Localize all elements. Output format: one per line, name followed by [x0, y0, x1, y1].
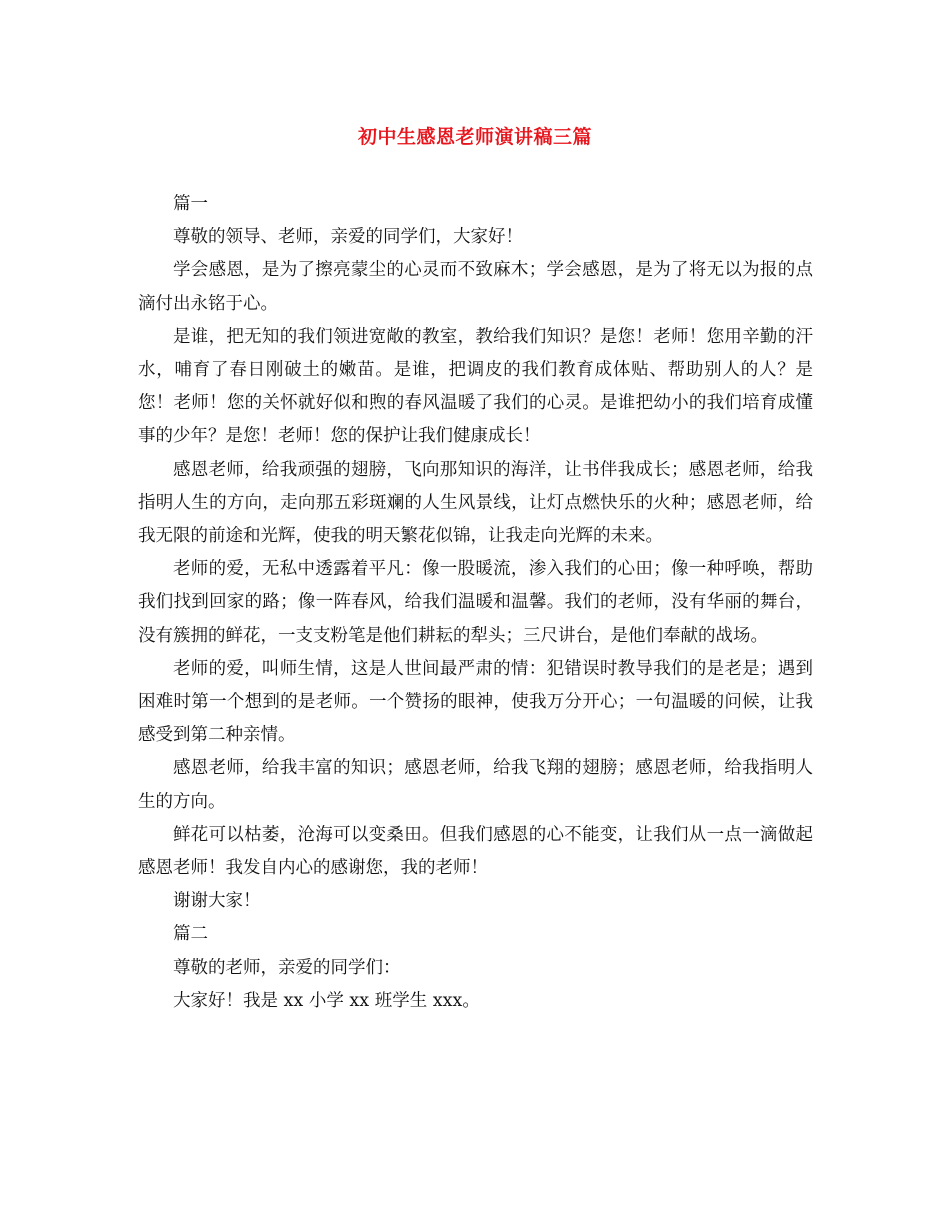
greeting-paragraph: 尊敬的老师，亲爱的同学们：: [173, 957, 401, 978]
body-paragraph: 老师的爱，叫师生情，这是人世间最严肃的情：犯错误时教导我们的是老是；遇到困难时第一个想到的是老师。一个赞扬的眼神，使我万分开心；一句温暖的问候，让我感受到第二种亲情。: [138, 658, 813, 746]
section-heading-1: 篇一: [173, 194, 208, 214]
body-paragraph: 老师的爱，无私中透露着平凡：像一股暖流，渗入我们的心田；像一种呼唤，帮助我们找到回家的路；像一阵春风，给我们温暖和温馨。我们的老师，没有华丽的舞台，没有簇拥的鲜花，一支支粉笔是他们耕耘的犁头；三尺讲台，是他们奉献的战场。: [138, 559, 813, 646]
body-paragraph: 学会感恩，是为了擦亮蒙尘的心灵而不致麻木；学会感恩，是为了将无以为报的点滴付出永铭于心。: [138, 260, 813, 314]
body-paragraph: 感恩老师，给我丰富的知识；感恩老师，给我飞翔的翅膀；感恩老师，给我指明人生的方向。: [138, 758, 813, 812]
greeting-paragraph: 尊敬的领导、老师，亲爱的同学们，大家好！: [173, 227, 523, 248]
document-title: 初中生感恩老师演讲稿三篇: [357, 126, 592, 148]
body-paragraph: 鲜花可以枯萎，沧海可以变桑田。但我们感恩的心不能变，让我们从一点一滴做起感恩老师！我发自内心的感谢您，我的老师！: [138, 824, 813, 879]
document-body: [138, 188, 813, 1018]
section-heading-2: 篇二: [173, 924, 208, 945]
closing-paragraph: 谢谢大家！: [173, 891, 261, 912]
body-paragraph: 是谁，把无知的我们领进宽敞的教室，教给我们知识？是您！老师！您用辛勤的汗水，哺育了春日刚破土的嫩苗。是谁，把调皮的我们教育成体贴、帮助别人的人？是您！老师！您的关怀就好似和煦的春风温暖了我们的心灵。是谁把幼小的我们培育成懂事的少年？是您！老师！您的保护让我们健康成长！: [138, 326, 813, 447]
body-paragraph: 感恩老师，给我顽强的翅膀，飞向那知识的海洋，让书伴我成长；感恩老师，给我指明人生的方向，走向那五彩斑斓的人生风景线，让灯点燃快乐的火种；感恩老师，给我无限的前途和光辉，使我的明天繁花似锦，让我走向光辉的未来。: [138, 459, 813, 547]
body-paragraph: 大家好！我是 xx 小学 xx 班学生 xxx。: [173, 990, 480, 1011]
